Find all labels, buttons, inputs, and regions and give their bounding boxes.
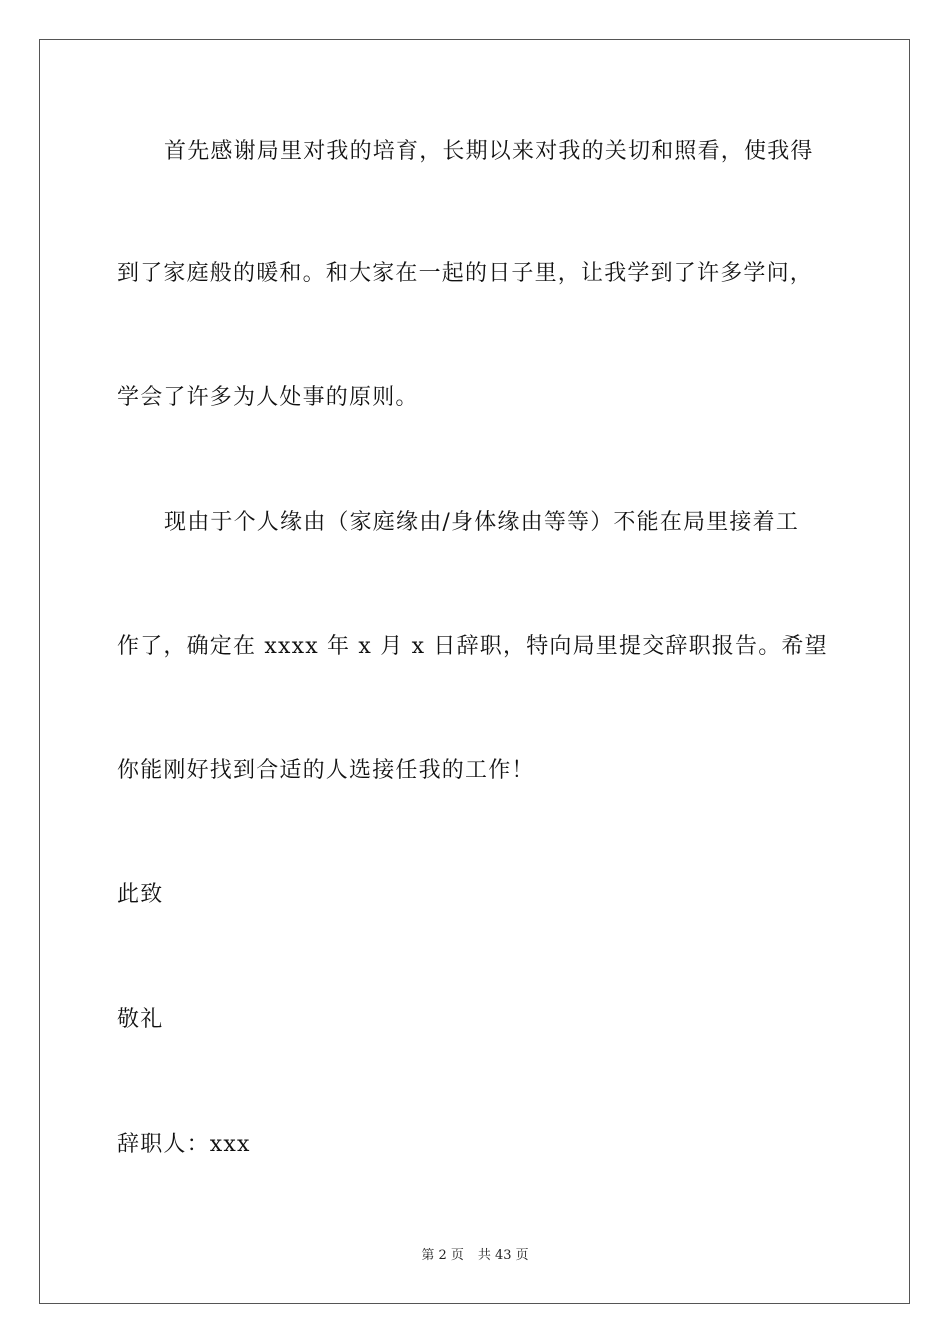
paragraph-1-line-2: 到了家庭般的暖和。和大家在一起的日子里，让我学到了许多学问， [117, 261, 814, 286]
paragraph-2-line-2: 作了，确定在 xxxx 年 x 月 x 日辞职，特向局里提交辞职报告。希望 [117, 634, 828, 659]
paragraph-1-line-3: 学会了许多为人处事的原则。 [117, 385, 419, 410]
page-footer [0, 1247, 950, 1265]
closing-salutation: 此致 [117, 882, 164, 907]
paragraph-2-line-3: 你能刚好找到合适的人选接任我的工作！ [117, 758, 535, 783]
page-number-total: 共 43 页 [477, 1248, 529, 1263]
paragraph-1-line-1: 首先感谢局里对我的培育，长期以来对我的关切和照看，使我得 [164, 139, 814, 164]
page-number-current: 第 2 页 [421, 1248, 464, 1263]
page-frame [39, 39, 910, 1304]
closing-regards: 敬礼 [117, 1007, 164, 1032]
paragraph-2-line-1: 现由于个人缘由（家庭缘由/身体缘由等等）不能在局里接着工 [164, 510, 800, 535]
signature-line: 辞职人：xxx [117, 1132, 251, 1157]
